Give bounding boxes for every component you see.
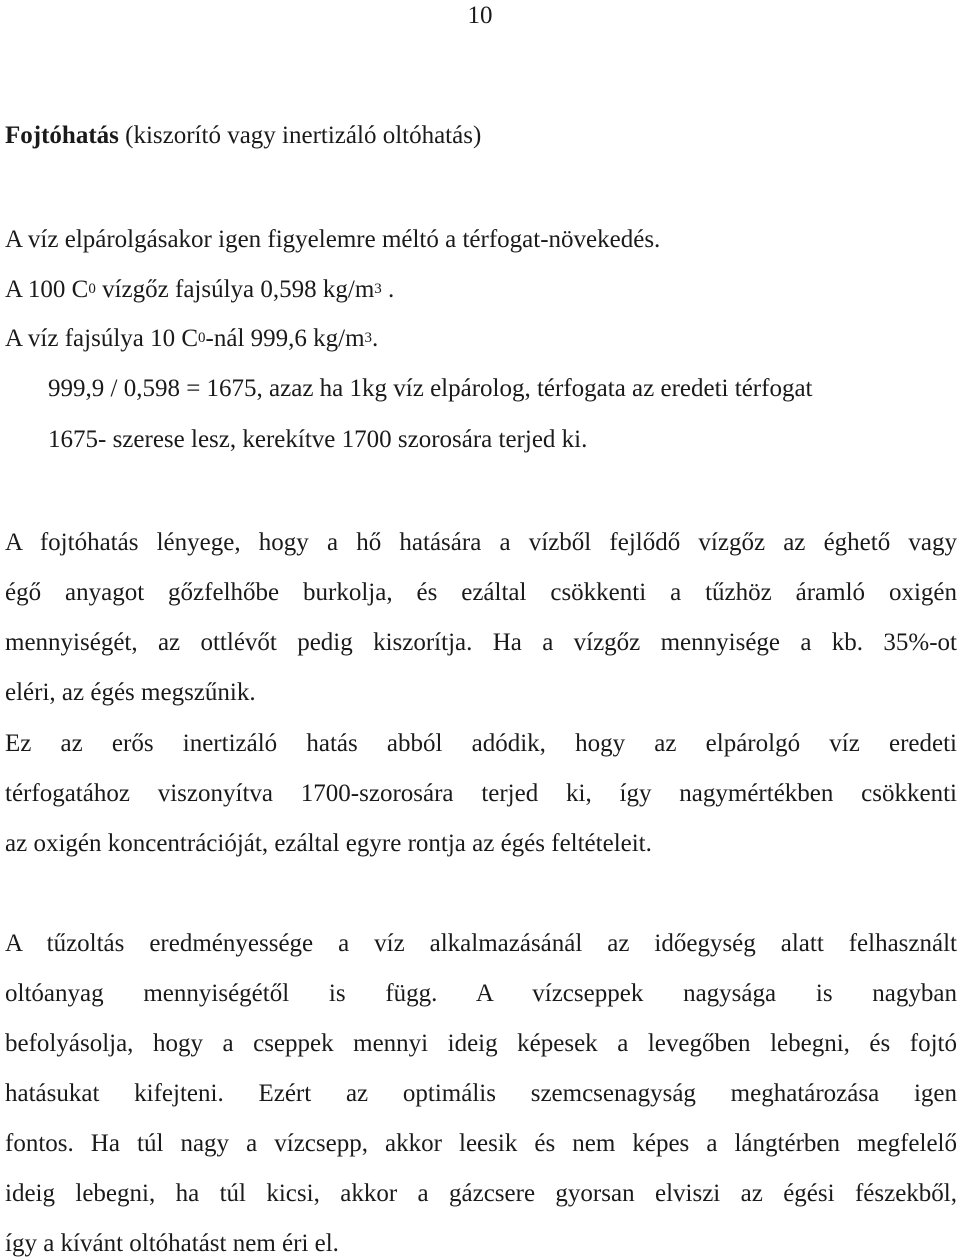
fact-line-5: 1675- szerese lesz, kerekítve 1700 szorosára terjed ki. [48, 426, 588, 453]
section-heading [5, 122, 481, 150]
para1-line-3: mennyiségét, az ottlévőt pedig kiszorítja. Ha a vízgőz mennyisége a kb. 35%-ot [5, 629, 957, 656]
para3-line-1: A tűzoltás eredményessége a víz alkalmazásánál az időegység alatt felhasznált [5, 930, 957, 957]
para3-line-4: hatásukat kifejteni. Ezért az optimális szemcsenagyság meghatározása igen [5, 1080, 957, 1107]
para3-line-3: befolyásolja, hogy a cseppek mennyi ideig képesek a levegőben lebegni, és fojtó [5, 1030, 957, 1057]
heading-subtitle: (kiszorító vagy inertizáló oltóhatás) [118, 122, 482, 149]
fact-line-3: A víz fajsúlya 10 $C^0$-nál 999,6 $kg/m^3$. [5, 325, 379, 352]
fact-line-1: A víz elpárolgásakor igen figyelemre méltó a térfogat-növekedés. [5, 226, 661, 253]
para2-line-1: Ez az erős inertizáló hatás abból adódik, hogy az elpárolgó víz eredeti [5, 730, 957, 757]
para2-line-3: az oxigén koncentrációját, ezáltal egyre rontja az égés feltételeit. [5, 830, 652, 857]
page-number: 10 [467, 2, 493, 29]
fact-line-4: 999,9 / 0,598 = 1675, azaz ha 1kg víz elpárolog, térfogata az eredeti térfogat [48, 375, 813, 402]
fact-line-2: A 100 $C^0$ vízgőz fajsúlya 0,598 $kg/m^3$ . [5, 276, 395, 303]
para1-line-4: eléri, az égés megszűnik. [5, 679, 256, 706]
para3-line-5: fontos. Ha túl nagy a vízcsepp, akkor leesik és nem képes a lángtérben megfelelő [5, 1130, 957, 1157]
para1-line-2: égő anyagot gőzfelhőbe burkolja, és ezáltal csökkenti a tűzhöz áramló oxigén [5, 579, 957, 606]
para3-line-6: ideig lebegni, ha túl kicsi, akkor a gázcsere gyorsan elviszi az égési fészekből, [5, 1180, 957, 1207]
heading-bold: Fojtóhatás [5, 122, 119, 149]
para3-line-7: így a kívánt oltóhatást nem éri el. [5, 1230, 339, 1257]
para3-line-2: oltóanyag mennyiségétől is függ. A vízcseppek nagysága is nagyban [5, 980, 957, 1007]
para2-line-2: térfogatához viszonyítva 1700-szorosára terjed ki, így nagymértékben csökkenti [5, 780, 957, 807]
para1-line-1: A fojtóhatás lényege, hogy a hő hatására a vízből fejlődő vízgőz az éghető vagy [5, 529, 957, 556]
